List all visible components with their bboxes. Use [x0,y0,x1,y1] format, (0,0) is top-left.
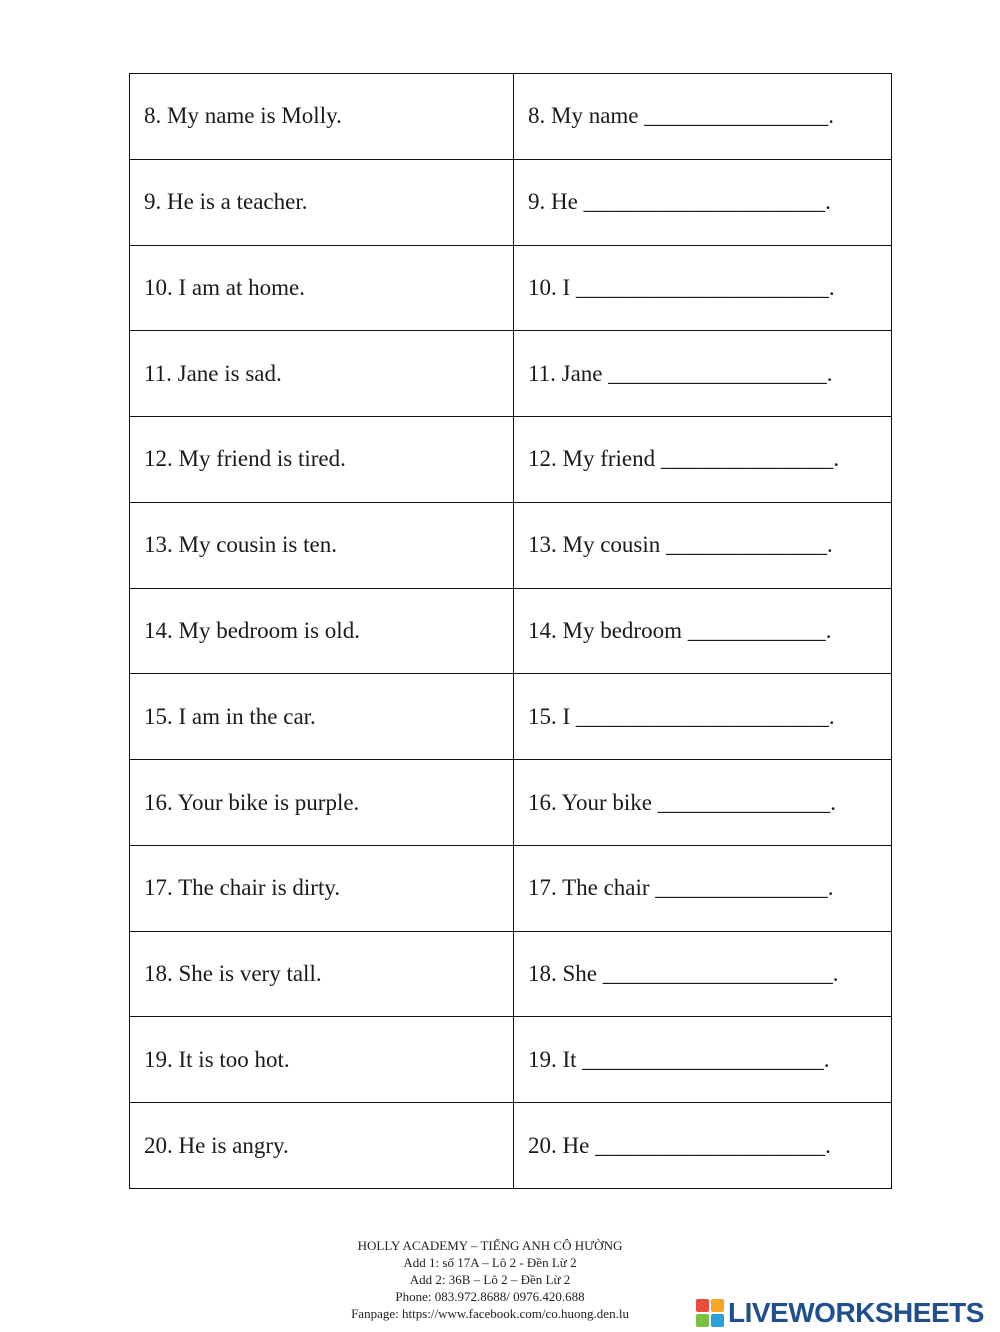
statement-cell: 10. I am at home. [130,245,514,331]
brand-name: LIVEWORKSHEETS [728,1297,984,1328]
logo-square-1 [696,1299,709,1312]
answer-cell[interactable]: 10. I ______________________. [514,245,892,331]
exercise-row [130,1017,892,1103]
statement-cell: 18. She is very tall. [130,931,514,1017]
answer-cell[interactable]: 19. It _____________________. [514,1017,892,1103]
exercise-row [130,245,892,331]
answer-cell[interactable]: 11. Jane ___________________. [514,331,892,417]
liveworksheets-logo-icon [696,1299,724,1327]
exercise-row [130,845,892,931]
statement-cell: 12. My friend is tired. [130,417,514,503]
exercise-row [130,74,892,160]
liveworksheets-brand[interactable] [696,1296,996,1330]
statement-cell: 11. Jane is sad. [130,331,514,417]
exercise-row [130,159,892,245]
answer-cell[interactable]: 13. My cousin ______________. [514,502,892,588]
statement-cell: 15. I am in the car. [130,674,514,760]
logo-square-2 [711,1299,724,1312]
exercise-row [130,1103,892,1189]
statement-cell: 9. He is a teacher. [130,159,514,245]
logo-square-4 [711,1314,724,1327]
footer-phone: Phone: 083.972.8688/ 0976.420.688 [395,1289,585,1304]
logo-square-3 [696,1314,709,1327]
exercise-row [130,502,892,588]
answer-cell[interactable]: 17. The chair _______________. [514,845,892,931]
answer-cell[interactable]: 9. He _____________________. [514,159,892,245]
footer-school-name: HOLLY ACADEMY – TIẾNG ANH CÔ HƯỜNG [357,1238,623,1253]
answer-cell[interactable]: 18. She ____________________. [514,931,892,1017]
answer-cell[interactable]: 20. He ____________________. [514,1103,892,1189]
statement-cell: 17. The chair is dirty. [130,845,514,931]
exercise-row [130,674,892,760]
footer-info [230,1237,750,1322]
footer-address-2: Add 2: 36B – Lô 2 – Đền Lừ 2 [409,1272,571,1287]
answer-cell[interactable]: 15. I ______________________. [514,674,892,760]
exercise-row [130,417,892,503]
answer-cell[interactable]: 16. Your bike _______________. [514,760,892,846]
statement-cell: 19. It is too hot. [130,1017,514,1103]
exercise-row [130,588,892,674]
answer-cell[interactable]: 14. My bedroom ____________. [514,588,892,674]
exercise-row [130,331,892,417]
answer-cell[interactable]: 8. My name ________________. [514,74,892,160]
statement-cell: 8. My name is Molly. [130,74,514,160]
exercise-table [129,73,892,1189]
statement-cell: 13. My cousin is ten. [130,502,514,588]
statement-cell: 14. My bedroom is old. [130,588,514,674]
statement-cell: 16. Your bike is purple. [130,760,514,846]
footer-address-1: Add 1: số 17A – Lô 2 - Đền Lừ 2 [403,1255,577,1270]
footer-fanpage: Fanpage: https://www.facebook.com/co.huong.den.lu [351,1306,629,1321]
exercise-row [130,931,892,1017]
statement-cell: 20. He is angry. [130,1103,514,1189]
exercise-row [130,760,892,846]
answer-cell[interactable]: 12. My friend _______________. [514,417,892,503]
